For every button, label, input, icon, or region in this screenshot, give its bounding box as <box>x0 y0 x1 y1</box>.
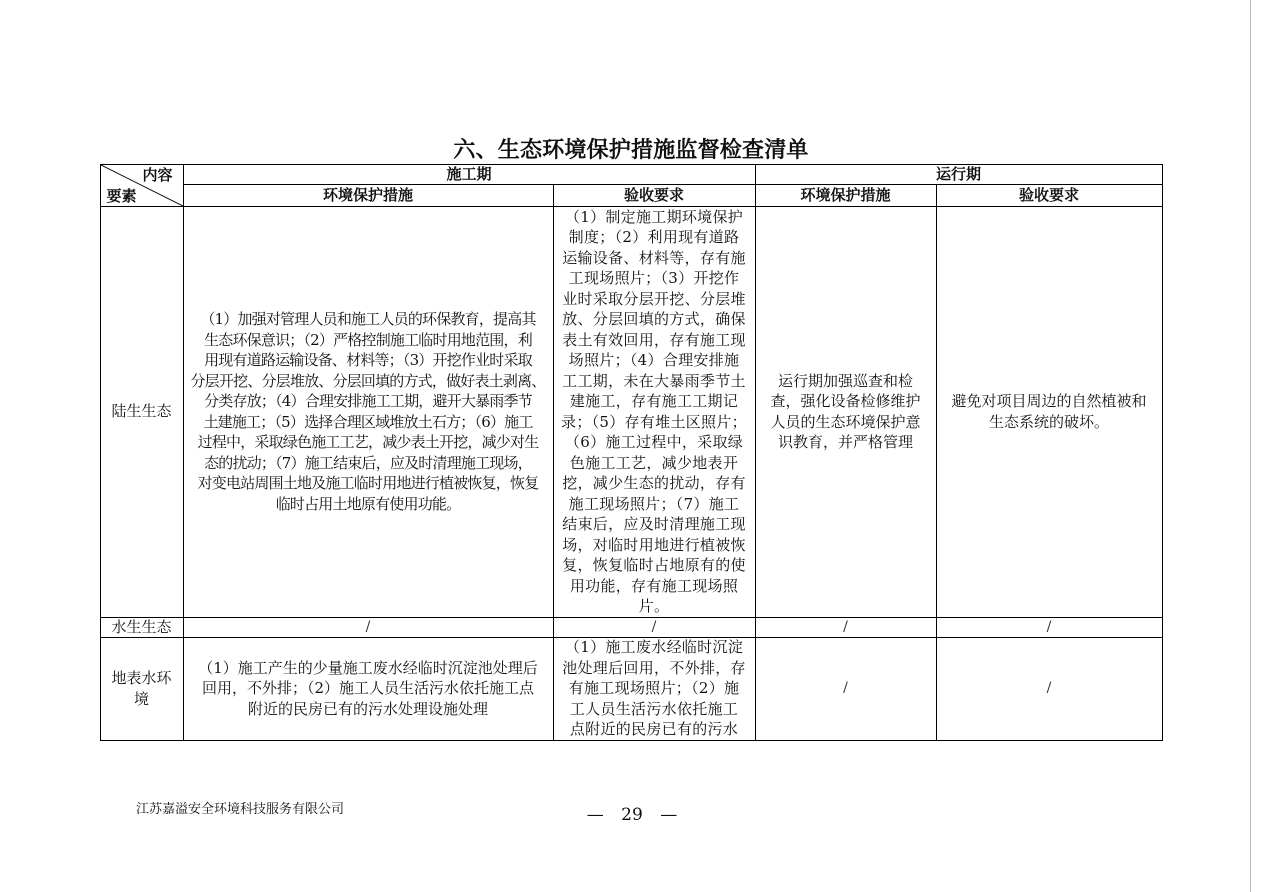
cell-text-line: 场，对临时用地进行植被恢 <box>562 535 746 554</box>
cell-text-line: （6）施工过程中，采取绿 <box>564 433 744 451</box>
surface-water-label <box>101 638 184 740</box>
surface-water-operation-measures <box>756 638 937 740</box>
cell-text-line: 工现场照片；（3）开挖作 <box>568 269 740 287</box>
cell-text-line: 放、分层回填的方式，确保 <box>562 310 746 328</box>
subheader-operation-acceptance: 验收要求 <box>937 185 1162 207</box>
cell-text-line: 工工期，未在大暴雨季节土 <box>562 371 746 390</box>
terrestrial-ecology-operation-acceptance <box>937 207 1162 618</box>
cell-text-line: 回用，不外排；（2）施工人员生活污水依托施工点 <box>201 679 535 698</box>
cell-text-line: （1）加强对管理人员和施工人员的环保教育，提高其 <box>200 310 536 328</box>
cell-text-line: 过程中，采取绿色施工工艺，减少表土开挖，减少对生 <box>197 433 539 451</box>
cell-text-line: 用现有道路运输设备、材料等；（3）开挖作业时采取 <box>204 351 532 369</box>
cell-text-line: 施工现场照片；（7）施工 <box>568 494 740 513</box>
aquatic-ecology-operation-measures <box>756 618 937 638</box>
cell-text-line: 境 <box>133 689 149 708</box>
cell-text-line: 运输设备、材料等，存有施 <box>562 248 746 267</box>
cell-text-line: 地表水环 <box>111 669 172 687</box>
footer-company-name: 江苏嘉溢安全环境科技服务有限公司 <box>136 802 345 817</box>
cell-text-line: 运行期加强巡查和检 <box>777 371 913 390</box>
cell-text-line: 人员的生态环境保护意 <box>770 412 921 431</box>
cell-text-line: 制度；（2）利用现有道路 <box>568 228 740 246</box>
cell-text-line: （1）施工废水经临时沉淀 <box>564 638 744 657</box>
header-operation-period: 运行期 <box>756 165 1162 185</box>
cell-text-line: 临时占用土地原有使用功能。 <box>275 494 461 513</box>
subheader-construction-acceptance: 验收要求 <box>554 185 756 207</box>
aquatic-ecology-label <box>101 618 184 638</box>
surface-water-construction-acceptance <box>554 638 756 740</box>
cell-text-line: （1）施工产生的少量施工废水经临时沉淀池处理后 <box>198 658 538 677</box>
terrestrial-ecology-construction-acceptance <box>554 207 756 618</box>
subheader-operation-measures: 环境保护措施 <box>756 185 937 207</box>
cell-text-line: / <box>365 618 371 635</box>
header-element-label: 要素 <box>106 186 137 205</box>
cell-text-line: 对变电站周围土地及施工临时用地进行植被恢复，恢复 <box>197 474 539 492</box>
cell-text-line: 生态系统的破坏。 <box>988 412 1109 431</box>
cell-text-line: 查，强化设备检修维护 <box>770 392 921 410</box>
inspection-checklist-table <box>100 164 1163 741</box>
cell-text-line: 避免对项目周边的自然植被和 <box>951 392 1147 410</box>
terrestrial-ecology-label <box>101 207 184 618</box>
cell-text-line: 工人员生活污水依托施工 <box>569 699 739 718</box>
cell-text-line: 识教育，并严格管理 <box>777 433 913 451</box>
header-construction-period: 施工期 <box>184 165 756 185</box>
surface-water-operation-acceptance <box>937 638 1162 740</box>
page-number: — 29 — <box>586 805 678 825</box>
terrestrial-ecology-operation-measures <box>756 207 937 618</box>
cell-text-line: / <box>843 618 848 635</box>
cell-text-line: 结束后，应及时清理施工现 <box>562 515 746 533</box>
page-title: 六、生态环境保护措施监督检查清单 <box>453 137 809 163</box>
cell-text-line: 色施工工艺，减少地表开 <box>569 453 739 472</box>
cell-text-line: （1）制定施工期环境保护 <box>564 207 744 226</box>
cell-text-line: 挖，减少生态的扰动，存有 <box>562 474 746 492</box>
cell-text-line: / <box>1046 618 1052 635</box>
cell-text-line: 场照片；（4）合理安排施 <box>568 351 740 369</box>
cell-text-line: / <box>651 618 657 635</box>
cell-text-line: 生态环保意识；（2）严格控制施工临时用地范围，利 <box>204 330 532 349</box>
cell-text-line: 附近的民房已有的污水处理设施处理 <box>247 699 488 718</box>
cell-text-line: 分类存放；（4）合理安排施工工期，避开大暴雨季节 <box>204 392 532 410</box>
surface-water-construction-measures <box>184 638 554 740</box>
cell-text-line: 表土有效回用，存有施工现 <box>562 330 746 349</box>
cell-text-line: 分层开挖、分层堆放、分层回填的方式，做好表土剥离、 <box>190 371 546 390</box>
aquatic-ecology-construction-acceptance <box>554 618 756 638</box>
cell-text-line: 有施工现场照片；（2）施 <box>568 679 740 698</box>
cell-text-line: 片。 <box>638 597 670 615</box>
header-content-label: 内容 <box>142 165 173 184</box>
cell-text-line: 建施工，存有施工工期记 <box>569 392 739 410</box>
cell-text-line: 陆生生态 <box>111 402 172 421</box>
cell-text-line: / <box>843 680 848 697</box>
cell-text-line: 用功能，存有施工现场照 <box>569 576 739 595</box>
corner-header-cell <box>101 165 184 207</box>
page-edge-line <box>1250 0 1251 892</box>
cell-text-line: 点附近的民房已有的污水 <box>569 720 739 739</box>
cell-text-line: 池处理后回用，不外排，存 <box>562 658 746 677</box>
cell-text-line: 土建施工；（5）选择合理区域堆放土石方；（6）施工 <box>203 412 533 431</box>
aquatic-ecology-construction-measures <box>184 618 554 638</box>
cell-text-line: 态的扰动；（7）施工结束后，应及时清理施工现场， <box>204 453 532 472</box>
aquatic-ecology-operation-acceptance <box>937 618 1162 638</box>
cell-text-line: 录；（5）存有堆土区照片； <box>561 412 747 431</box>
terrestrial-ecology-construction-measures <box>184 207 554 618</box>
subheader-construction-measures: 环境保护措施 <box>184 185 554 207</box>
cell-text-line: 复，恢复临时占地原有的使 <box>562 556 746 574</box>
cell-text-line: 水生生态 <box>111 617 172 636</box>
cell-text-line: 业时采取分层开挖、分层堆 <box>562 289 746 308</box>
cell-text-line: / <box>1046 680 1052 697</box>
